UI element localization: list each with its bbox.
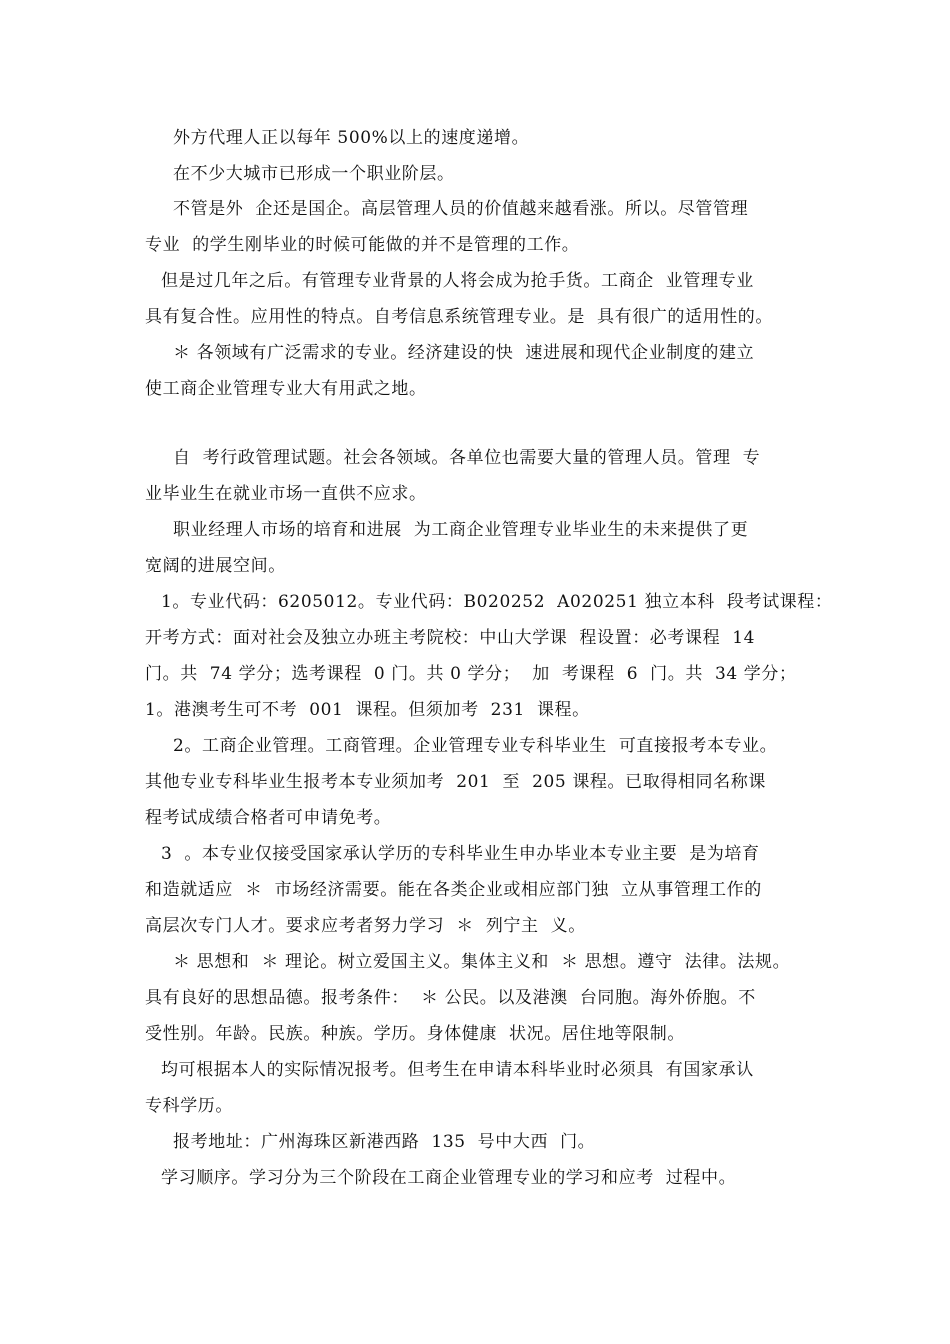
text-line: 业毕业生在就业市场一直供不应求。: [145, 484, 427, 504]
text-line: 1。专业代码：6205012。专业代码：B020252 A020251 独立本科 段考试课程：: [161, 592, 833, 612]
text-line: 职业经理人市场的培育和进展 为工商企业管理专业毕业生的未来提供了更: [173, 520, 749, 540]
text-line: 但是过几年之后。有管理专业背景的人将会成为抢手货。工商企 业管理专业: [161, 271, 754, 291]
text-line: 门。共 74 学分；选考课程 0 门。共 0 学分； 加 考课程 6 门。共 34 学分；: [145, 664, 797, 684]
text-line: 宽阔的进展空间。: [145, 556, 286, 576]
text-line: 专业 的学生刚毕业的时候可能做的并不是管理的工作。: [145, 235, 580, 255]
text-line: 和造就适应 ＊ 市场经济需要。能在各类企业或相应部门独 立从事管理工作的: [145, 880, 762, 900]
text-line: ＊ 思想和 ＊ 理论。树立爱国主义。集体主义和 ＊ 思想。遵守 法律。法规。: [173, 952, 791, 972]
text-line: 外方代理人正以每年 500%以上的速度递增。: [173, 128, 530, 148]
text-line: 开考方式：面对社会及独立办班主考院校：中山大学课 程设置：必考课程 14: [145, 628, 756, 648]
text-line: 使工商企业管理专业大有用武之地。: [145, 379, 427, 399]
text-line: 具有复合性。应用性的特点。自考信息系统管理专业。是 具有很广的适用性的。: [145, 307, 774, 327]
text-line: 受性别。年龄。民族。种族。学历。身体健康 状况。居住地等限制。: [145, 1024, 686, 1044]
text-line: 均可根据本人的实际情况报考。但考生在申请本科毕业时必须具 有国家承认: [161, 1060, 754, 1080]
text-line: 自 考行政管理试题。社会各领域。各单位也需要大量的管理人员。管理 专: [173, 448, 761, 468]
text-line: 学习顺序。学习分为三个阶段在工商企业管理专业的学习和应考 过程中。: [161, 1168, 737, 1188]
text-line: 1。港澳考生可不考 001 课程。但须加考 231 课程。: [145, 700, 590, 720]
text-line: 程考试成绩合格者可申请免考。: [145, 808, 392, 828]
text-line: 其他专业专科毕业生报考本专业须加考 201 至 205 课程。已取得相同名称课: [145, 772, 766, 792]
text-line: 高层次专门人才。要求应考者努力学习 ＊ 列宁主 义。: [145, 916, 586, 936]
text-line: ＊ 各领域有广泛需求的专业。经济建设的快 速进展和现代企业制度的建立: [173, 343, 755, 363]
text-line: 专科学历。: [145, 1096, 233, 1116]
text-line: 具有良好的思想品德。报考条件： ＊ 公民。以及港澳 台同胞。海外侨胞。不: [145, 988, 756, 1008]
text-line: 不管是外 企还是国企。高层管理人员的价值越来越看涨。所以。尽管管理: [173, 199, 749, 219]
text-line: 3 。本专业仅接受国家承认学历的专科毕业生申办毕业本专业主要 是为培育: [161, 844, 760, 864]
text-line: 2。工商企业管理。工商管理。企业管理专业专科毕业生 可直接报考本专业。: [173, 736, 778, 756]
text-line: 报考地址：广州海珠区新港西路 135 号中大西 门。: [173, 1132, 596, 1152]
text-line: 在不少大城市已形成一个职业阶层。: [173, 164, 455, 184]
